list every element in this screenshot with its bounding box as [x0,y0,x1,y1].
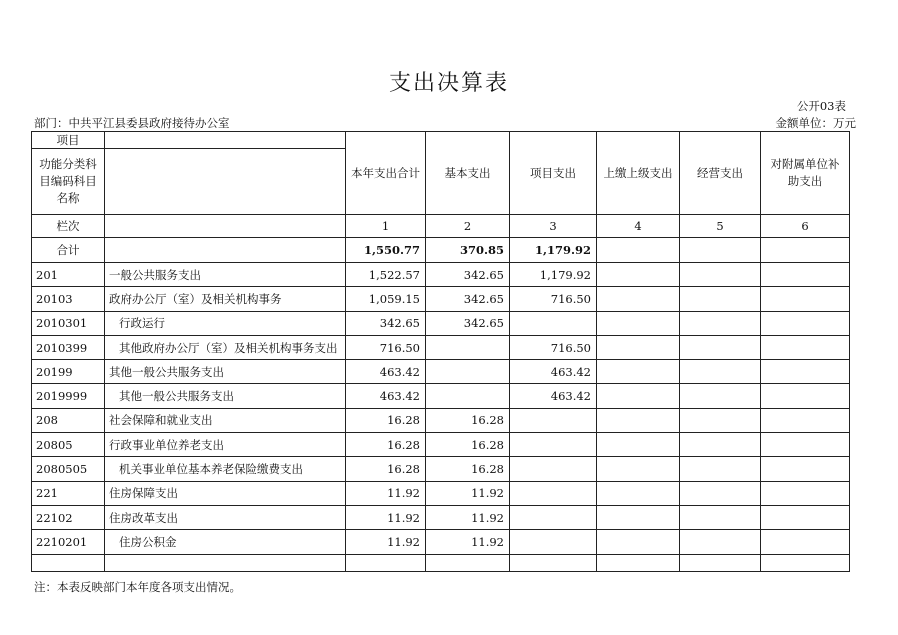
row-project [510,505,597,529]
empty-cell [761,287,850,311]
empty-cell [32,554,105,571]
row-basic [426,360,510,384]
empty-cell [761,554,850,571]
row-project [510,481,597,505]
row-code: 20103 [32,287,105,311]
row-code: 22102 [32,505,105,529]
table-row [32,505,850,529]
table-row [32,530,850,554]
table-row [32,433,850,457]
empty-cell [680,263,761,287]
empty-cell [761,481,850,505]
empty-cell [761,530,850,554]
row-basic: 11.92 [426,481,510,505]
empty-cell [597,287,680,311]
row-project [510,457,597,481]
form-code: 公开03表 [796,99,846,113]
row-code: 20199 [32,360,105,384]
empty-cell [761,238,850,263]
table-row [32,360,850,384]
empty-cell [346,554,426,571]
empty-cell [597,505,680,529]
empty-cell [680,335,761,359]
row-code: 201 [32,263,105,287]
header-total: 本年支出合计 [346,132,426,215]
empty-cell [597,384,680,408]
row-name: 住房保障支出 [105,481,346,505]
row-name: 其他一般公共服务支出 [105,360,346,384]
row-project: 463.42 [510,384,597,408]
row-total: 1,522.57 [346,263,426,287]
row-name: 一般公共服务支出 [105,263,346,287]
row-project [510,311,597,335]
header-empty-cell [105,132,346,149]
row-total: 342.65 [346,311,426,335]
empty-cell [105,215,346,238]
row-code: 2019999 [32,384,105,408]
row-basic: 342.65 [426,311,510,335]
table-row [32,384,850,408]
empty-cell [761,335,850,359]
empty-cell [680,238,761,263]
row-basic: 16.28 [426,433,510,457]
header-project: 项目支出 [510,132,597,215]
empty-cell [680,481,761,505]
row-project: 716.50 [510,287,597,311]
row-basic: 11.92 [426,530,510,554]
empty-cell [597,311,680,335]
table-row [32,263,850,287]
row-total: 716.50 [346,335,426,359]
table-row [32,335,850,359]
row-code: 2080505 [32,457,105,481]
row-total: 16.28 [346,408,426,432]
row-total: 16.28 [346,433,426,457]
empty-cell [761,505,850,529]
header-item: 项目 [32,132,105,149]
empty-cell [597,238,680,263]
total-label: 合计 [32,238,105,263]
footnote: 注：本表反映部门本年度各项支出情况。 [34,580,241,594]
row-project [510,408,597,432]
header-business: 经营支出 [680,132,761,215]
blank-row [32,554,850,571]
row-project [510,530,597,554]
row-name: 其他政府办公厅（室）及相关机构事务支出 [105,335,346,359]
row-basic [426,335,510,359]
row-name: 住房公积金 [105,530,346,554]
empty-cell [680,457,761,481]
empty-cell [680,287,761,311]
col-number: 6 [761,215,850,238]
empty-cell [105,238,346,263]
col-number: 4 [597,215,680,238]
header-remit: 上缴上级支出 [597,132,680,215]
empty-cell [105,554,346,571]
empty-cell [597,408,680,432]
total-amount: 1,550.77 [346,238,426,263]
col-number: 5 [680,215,761,238]
empty-cell [680,433,761,457]
empty-cell [761,263,850,287]
total-basic: 370.85 [426,238,510,263]
empty-cell [680,360,761,384]
row-total: 463.42 [346,360,426,384]
data-rows [32,263,850,555]
row-name: 政府办公厅（室）及相关机构事务 [105,287,346,311]
empty-cell [680,311,761,335]
row-total: 11.92 [346,530,426,554]
total-project: 1,179.92 [510,238,597,263]
header-basic: 基本支出 [426,132,510,215]
empty-cell [761,457,850,481]
row-total: 11.92 [346,505,426,529]
row-project: 463.42 [510,360,597,384]
header-row-top [32,132,850,149]
col-row-label: 栏次 [32,215,105,238]
row-name: 社会保障和就业支出 [105,408,346,432]
department-label: 部门：中共平江县委县政府接待办公室 [34,116,230,130]
empty-cell [597,530,680,554]
row-basic: 16.28 [426,457,510,481]
row-basic: 11.92 [426,505,510,529]
col-number: 3 [510,215,597,238]
row-basic: 342.65 [426,263,510,287]
row-basic: 16.28 [426,408,510,432]
empty-cell [761,384,850,408]
row-name: 行政事业单位养老支出 [105,433,346,457]
table-row [32,481,850,505]
empty-cell [510,554,597,571]
empty-cell [680,554,761,571]
empty-cell [597,360,680,384]
row-total: 1,059.15 [346,287,426,311]
row-name: 住房改革支出 [105,505,346,529]
col-number: 2 [426,215,510,238]
empty-cell [680,408,761,432]
empty-cell [680,505,761,529]
row-project [510,433,597,457]
row-total: 463.42 [346,384,426,408]
empty-cell [761,360,850,384]
amount-unit-label: 金额单位：万元 [775,116,856,130]
row-name: 机关事业单位基本养老保险缴费支出 [105,457,346,481]
row-code: 2210201 [32,530,105,554]
expenditure-table [31,131,850,572]
total-row [32,238,850,263]
row-total: 16.28 [346,457,426,481]
empty-cell [597,457,680,481]
empty-cell [680,384,761,408]
empty-cell [597,481,680,505]
empty-cell [680,530,761,554]
empty-cell [597,263,680,287]
row-project: 716.50 [510,335,597,359]
row-code: 2010399 [32,335,105,359]
empty-cell [761,311,850,335]
table-row [32,311,850,335]
row-name: 行政运行 [105,311,346,335]
header-subsidy: 对附属单位补助支出 [761,132,850,215]
row-total: 11.92 [346,481,426,505]
empty-cell [597,433,680,457]
header-empty-cell [105,149,346,215]
row-code: 208 [32,408,105,432]
row-code: 2010301 [32,311,105,335]
empty-cell [597,554,680,571]
table-row [32,287,850,311]
row-name: 其他一般公共服务支出 [105,384,346,408]
row-project: 1,179.92 [510,263,597,287]
table-row [32,408,850,432]
empty-cell [761,408,850,432]
empty-cell [426,554,510,571]
header-code-name: 功能分类科目编码科目名称 [32,149,105,215]
table-row [32,457,850,481]
row-code: 221 [32,481,105,505]
row-basic: 342.65 [426,287,510,311]
col-number: 1 [346,215,426,238]
empty-cell [761,433,850,457]
column-number-row [32,215,850,238]
page-title: 支出决算表 [388,71,509,96]
row-code: 20805 [32,433,105,457]
empty-cell [597,335,680,359]
row-basic [426,384,510,408]
